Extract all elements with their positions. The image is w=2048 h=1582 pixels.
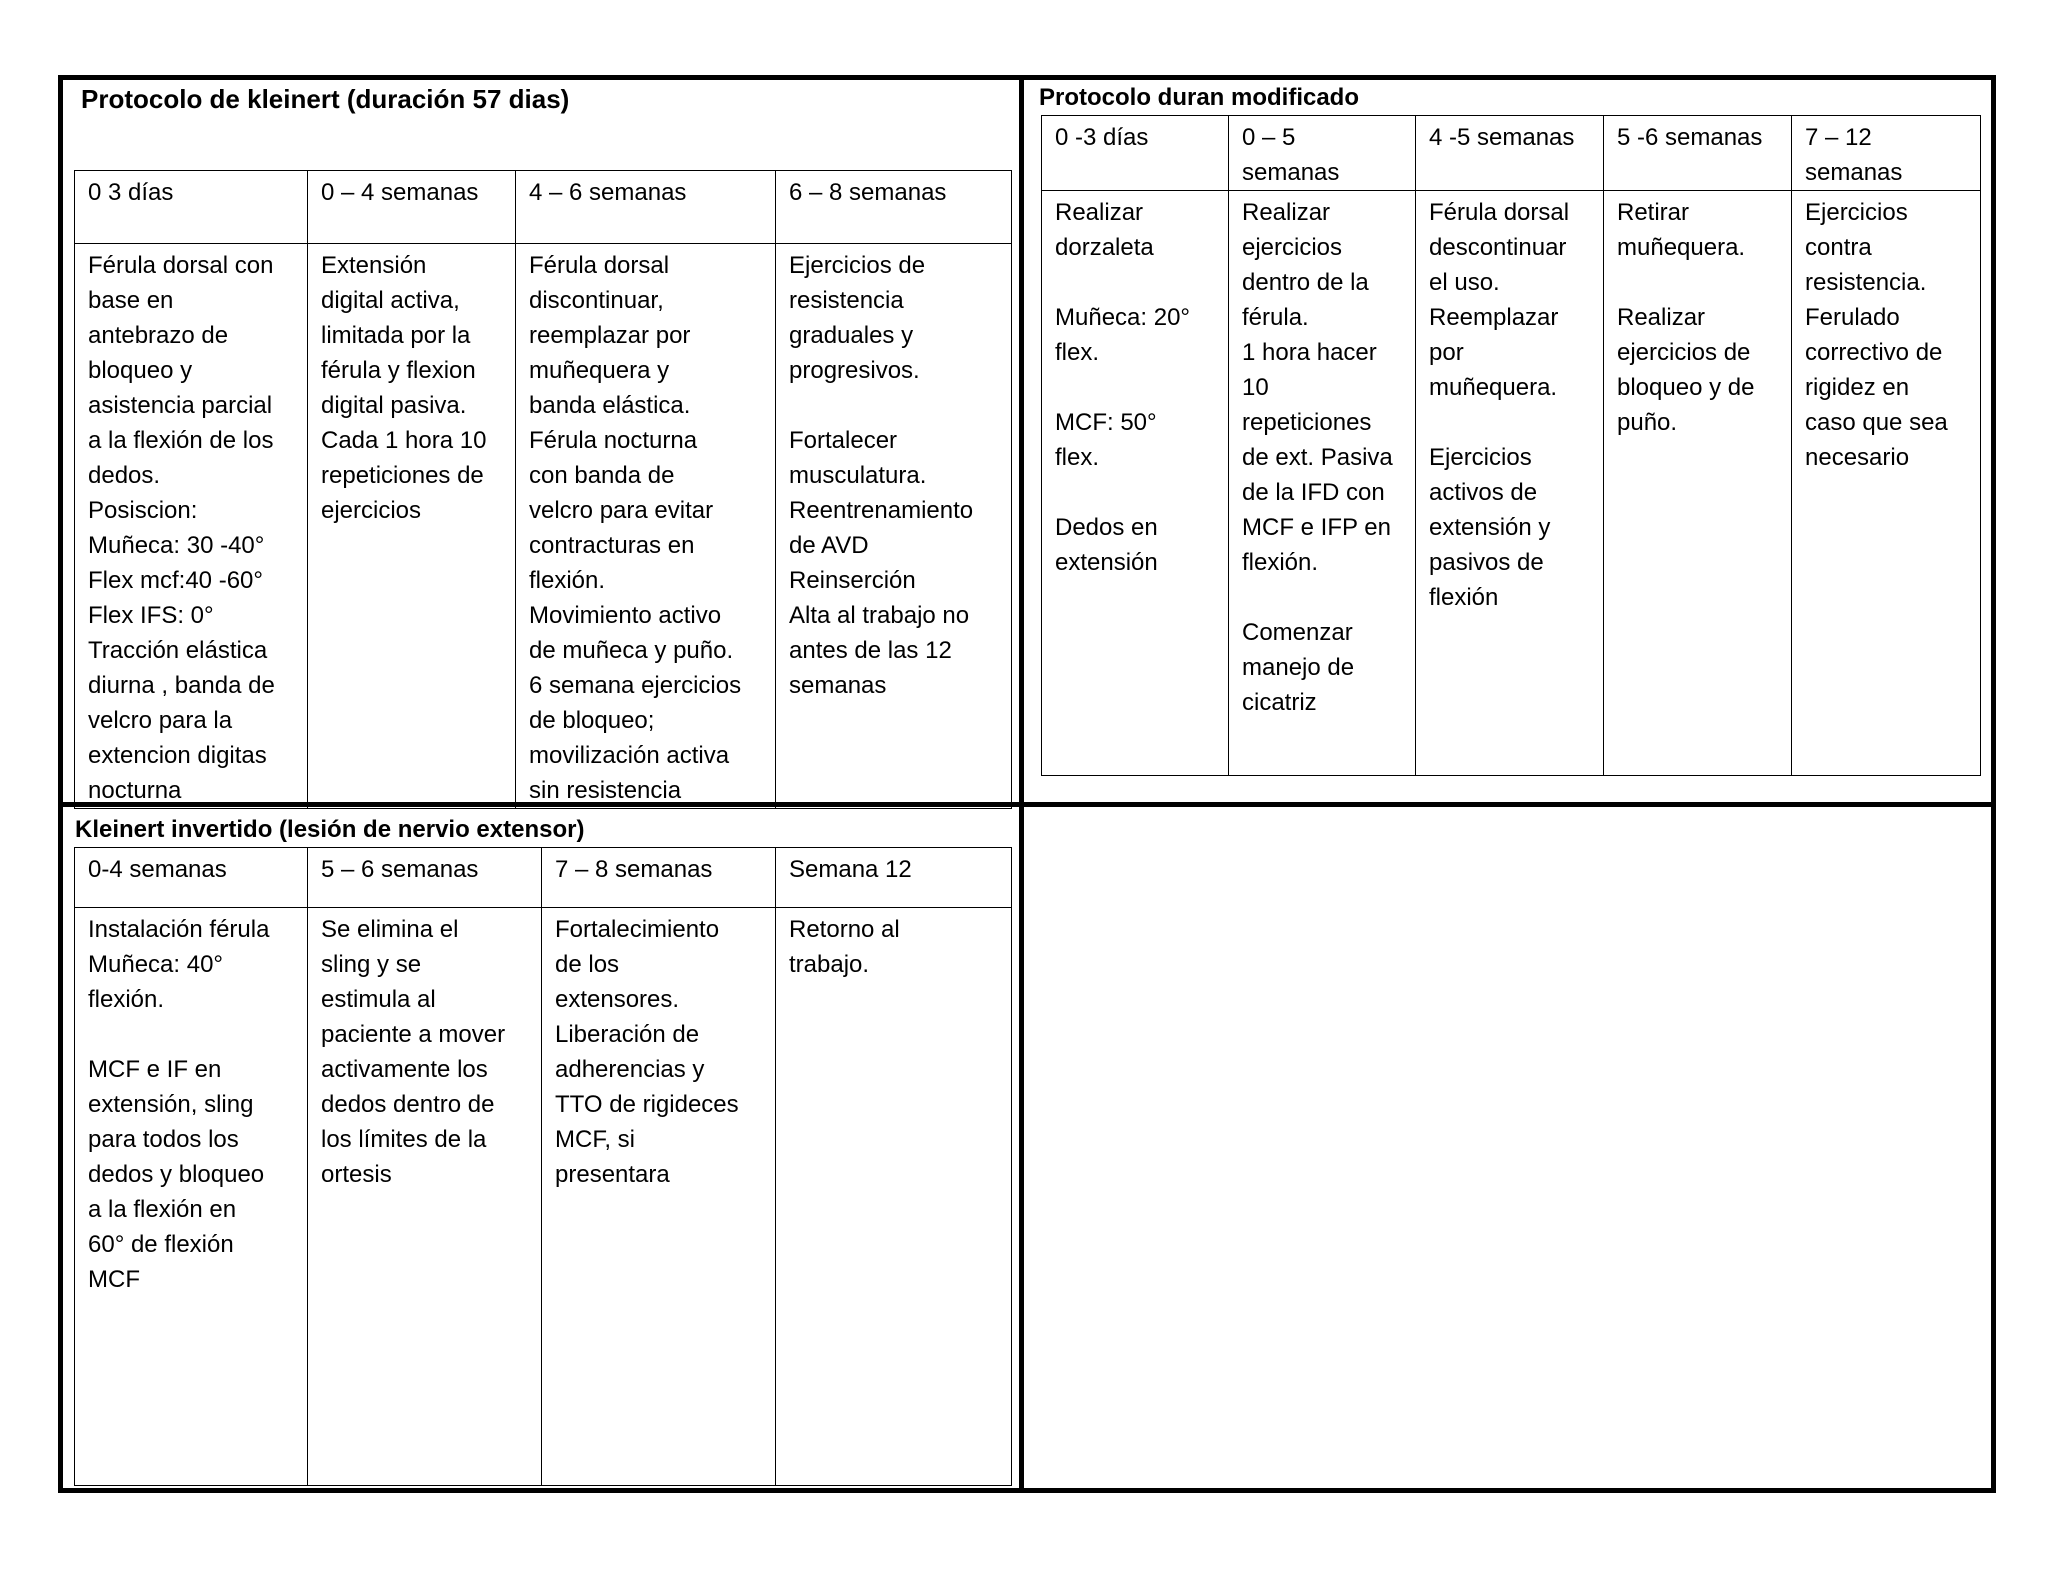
table-cell: Retorno al trabajo. bbox=[776, 908, 1012, 1486]
kleinert-invertido-table bbox=[74, 847, 1012, 1486]
header-cell: 5 – 6 semanas bbox=[308, 848, 542, 908]
table-cell: Ejercicios de resistencia graduales y progresivos. Fortalecer musculatura. Reentrenamiento de AVD Reinserción Alta al trabajo no antes de las 12 semanas bbox=[776, 244, 1012, 809]
table-cell: Férula dorsal con base en antebrazo de bloqueo y asistencia parcial a la flexión de los dedos. Posiscion: Muñeca: 30 -40° Flex mcf:40 -60° Flex IFS: 0° Tracción elástica diurna , banda de velcro para la extencion digitas nocturna bbox=[75, 244, 308, 809]
table-row bbox=[1042, 191, 1981, 776]
table-header-row bbox=[75, 171, 1012, 244]
table-row bbox=[75, 244, 1012, 809]
header-cell: 0 -3 días bbox=[1042, 116, 1229, 191]
header-cell: 7 – 12 semanas bbox=[1792, 116, 1981, 191]
header-cell: Semana 12 bbox=[776, 848, 1012, 908]
table-header-row bbox=[1042, 116, 1981, 191]
header-cell: 7 – 8 semanas bbox=[542, 848, 776, 908]
table-header-row bbox=[75, 848, 1012, 908]
kleinert-table bbox=[74, 170, 1012, 809]
table-cell: Férula dorsal descontinuar el uso. Reemplazar por muñequera. Ejercicios activos de extensión y pasivos de flexión bbox=[1416, 191, 1604, 776]
table-cell: Se elimina el sling y se estimula al paciente a mover activamente los dedos dentro de los límites de la ortesis bbox=[308, 908, 542, 1486]
table-cell: Realizar dorzaleta Muñeca: 20° flex. MCF: 50° flex. Dedos en extensión bbox=[1042, 191, 1229, 776]
header-cell: 6 – 8 semanas bbox=[776, 171, 1012, 244]
duran-table bbox=[1041, 115, 1981, 776]
header-cell: 0 – 4 semanas bbox=[308, 171, 516, 244]
table-row bbox=[75, 908, 1012, 1486]
table-cell: Retirar muñequera. Realizar ejercicios de bloqueo y de puño. bbox=[1604, 191, 1792, 776]
table-cell: Realizar ejercicios dentro de la férula. 1 hora hacer 10 repeticiones de ext. Pasiva de la IFD con MCF e IFP en flexión. Comenzar manejo de cicatriz bbox=[1229, 191, 1416, 776]
table-cell: Férula dorsal discontinuar, reemplazar por muñequera y banda elástica. Férula nocturna con banda de velcro para evitar contracturas en flexión. Movimiento activo de muñeca y puño. 6 semana ejercicios de bloqueo; movilización activa sin resistencia bbox=[516, 244, 776, 809]
header-cell: 4 -5 semanas bbox=[1416, 116, 1604, 191]
table-cell: Extensión digital activa, limitada por la férula y flexion digital pasiva. Cada 1 hora 10 repeticiones de ejercicios bbox=[308, 244, 516, 809]
header-cell: 0 – 5 semanas bbox=[1229, 116, 1416, 191]
duran-title: Protocolo duran modificado bbox=[1039, 84, 1360, 111]
table-cell: Instalación férula Muñeca: 40° flexión. MCF e IF en extensión, sling para todos los dedos y bloqueo a la flexión en 60° de flexión MCF bbox=[75, 908, 308, 1486]
header-cell: 4 – 6 semanas bbox=[516, 171, 776, 244]
header-cell: 0-4 semanas bbox=[75, 848, 308, 908]
table-cell: Fortalecimiento de los extensores. Liberación de adherencias y TTO de rigideces MCF, si presentara bbox=[542, 908, 776, 1486]
empty-quadrant bbox=[1024, 807, 1991, 1488]
kleinert-title: Protocolo de kleinert (duración 57 dias) bbox=[81, 84, 570, 114]
header-cell: 5 -6 semanas bbox=[1604, 116, 1792, 191]
header-cell: 0 3 días bbox=[75, 171, 308, 244]
table-cell: Ejercicios contra resistencia. Ferulado correctivo de rigidez en caso que sea necesario bbox=[1792, 191, 1981, 776]
kleinert-invertido-title: Kleinert invertido (lesión de nervio extensor) bbox=[75, 816, 585, 843]
